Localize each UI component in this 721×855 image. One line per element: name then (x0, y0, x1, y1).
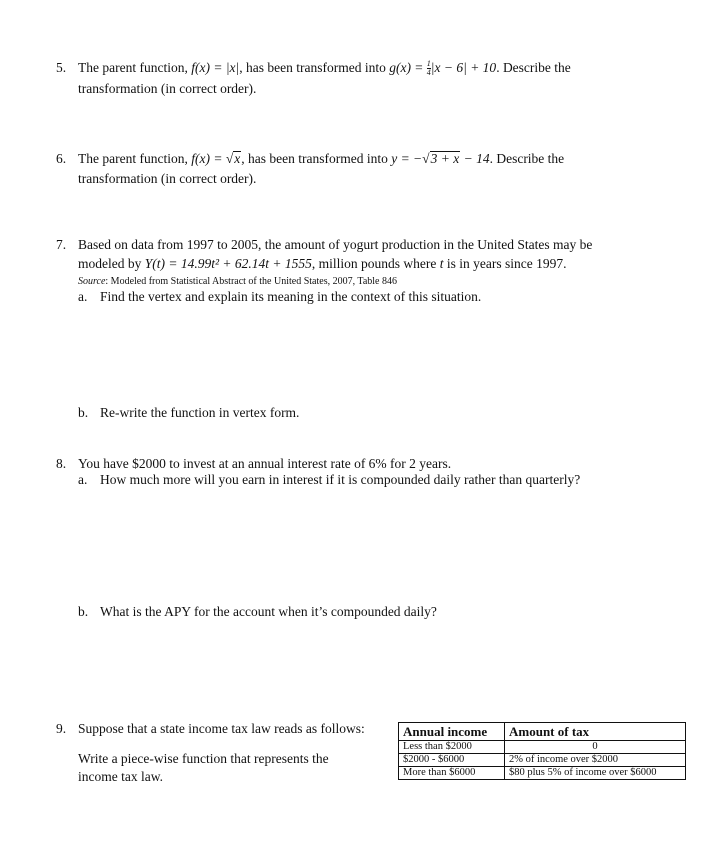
question-text-line3: income tax law. (78, 769, 163, 784)
subquestion-8a: a. How much more will you earn in interest if it is compounded daily rather than quarterly? (78, 472, 581, 487)
question-number: 6. (56, 151, 67, 166)
question-text: Based on data from 1997 to 2005, the amount of yogurt production in the United States may be (78, 237, 593, 252)
question-text-line2: transformation (in correct order). (78, 81, 257, 96)
subquestion-7b: b. Re-write the function in vertex form. (78, 405, 300, 420)
question-text: Suppose that a state income tax law reads as follows: (78, 721, 365, 736)
table-header-row (399, 723, 686, 741)
question-text: You have $2000 to invest at an annual interest rate of 6% for 2 years. (78, 456, 452, 471)
table-row (399, 741, 686, 754)
question-text-line2: Write a piece-wise function that represents the (78, 751, 329, 766)
question-text-line2: modeled by Y(t) = 14.99t² + 62.14t + 1555, million pounds where t is in years since 1997. (78, 256, 567, 271)
fraction: $\frac{1}{4}$ (426, 59, 431, 78)
parent-function: f(x) = |x| (191, 60, 240, 75)
column-header: Annual income (399, 723, 505, 741)
model-function: Y(t) = 14.99t² + 62.14t + 1555 (144, 256, 312, 271)
parent-function: f(x) = √x (191, 151, 241, 166)
income-tax-table (398, 722, 686, 780)
question-text-line2: transformation (in correct order). (78, 171, 257, 186)
question-number: 8. (56, 456, 67, 471)
subquestion-7a: a. Find the vertex and explain its meaning in the context of this situation. (78, 289, 482, 304)
question-number: 7. (56, 237, 67, 252)
source-citation: Source: Modeled from Statistical Abstract of the United States, 2007, Table 846 (78, 276, 397, 287)
table-cell: $2000 - $6000 (399, 754, 505, 767)
question-text: The parent function, f(x) = √x, has been transformed into y = −√3 + x − 14. Describe the (78, 151, 565, 166)
table-cell: More than $6000 (399, 767, 505, 780)
table-row (399, 767, 686, 780)
table-cell: 2% of income over $2000 (505, 754, 686, 767)
transformed-function: g(x) = $\frac{1}{4}$ |x − 6| + 10 (389, 59, 497, 78)
transformed-function: y = −√3 + x − 14 (391, 151, 490, 166)
table-cell: Less than $2000 (399, 741, 505, 754)
table-cell: 0 (505, 741, 686, 754)
question-number: 9. (56, 721, 67, 736)
subquestion-8b: b. What is the APY for the account when it’s compounded daily? (78, 604, 437, 619)
table-cell: $80 plus 5% of income over $6000 (505, 767, 686, 780)
question-text: The parent function, f(x) = |x|, has been transformed into g(x) = $\frac{1}{4}$ |x − 6| + 10. Describe the (78, 59, 571, 78)
column-header: Amount of tax (505, 723, 686, 741)
question-number: 5. (56, 60, 67, 75)
table-row (399, 754, 686, 767)
